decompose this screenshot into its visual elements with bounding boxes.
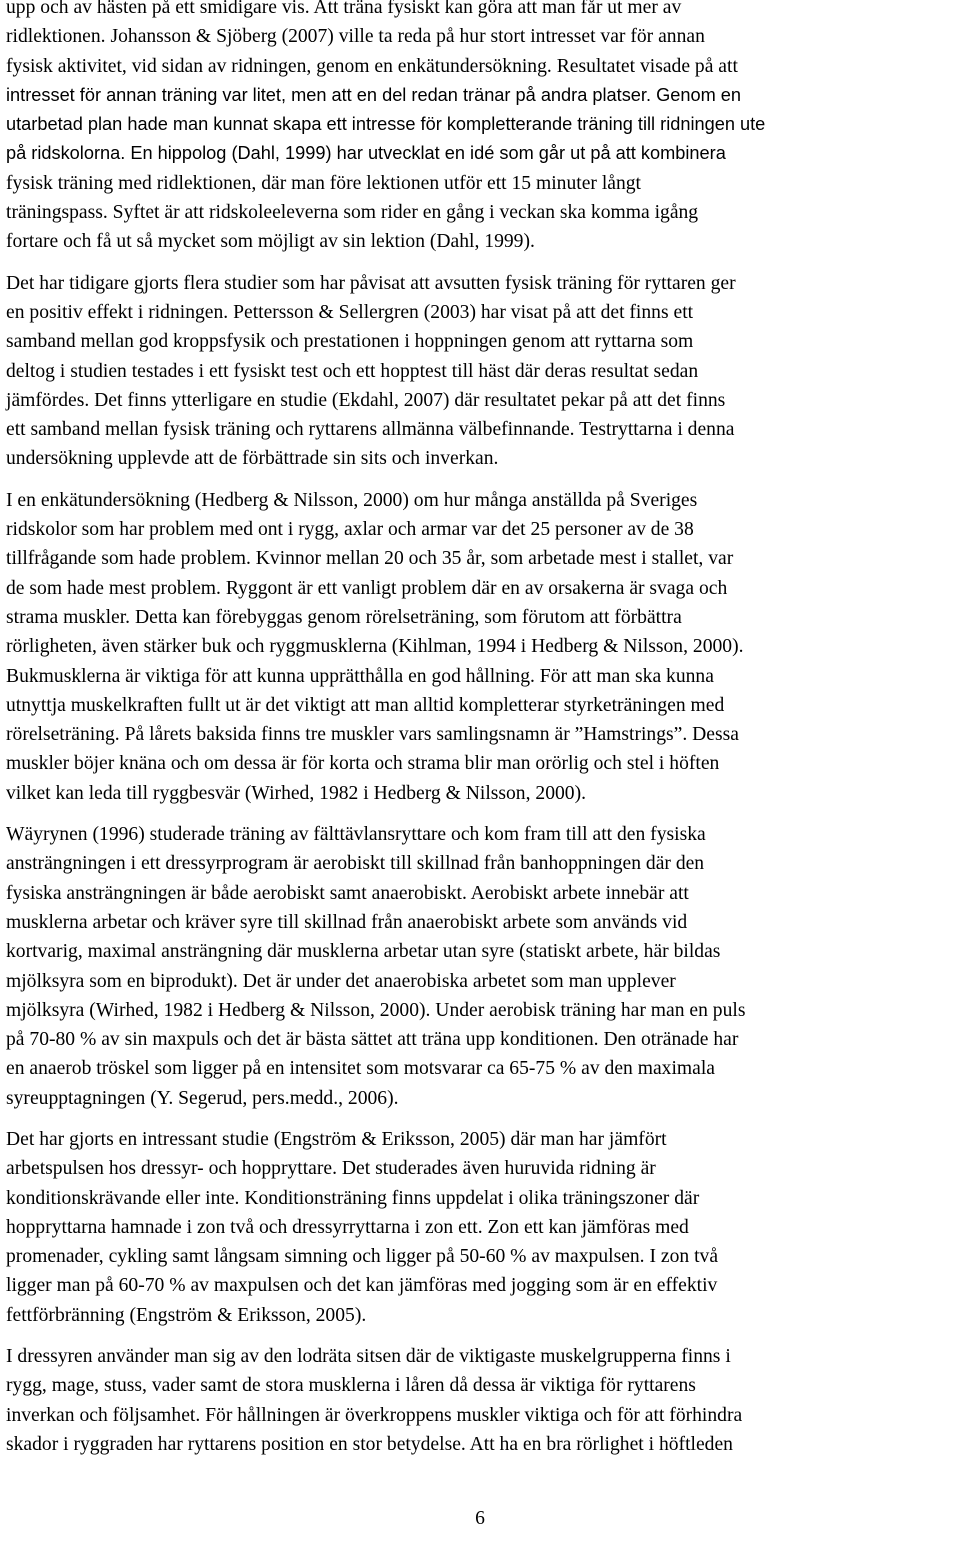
line-2-2: en positiv effekt i ridningen. Pettersson & Sellergren (2003) har visat på att det finns ett — [6, 301, 694, 323]
line-1-4: intresset för annan träning var litet, men att en del redan tränar på andra platser. Genom en — [6, 84, 742, 105]
line-3-8: utnyttja muskelkraften fullt ut är det viktigt att man alltid kompletterar styrketräningen med — [6, 694, 725, 716]
page-number: 6 — [475, 1508, 485, 1529]
line-4-8: på 70-80 % av sin maxpuls och det är bästa sättet att träna upp konditionen. Den otränade har — [6, 1029, 739, 1051]
line-2-1: Det har tidigare gjorts flera studier som har påvisat att avsutten fysisk träning för ryttaren ger — [6, 272, 736, 294]
line-1-5: utarbetad plan hade man kunnat skapa ett intresse för kompletterande träning till ridningen ute — [6, 114, 766, 135]
line-3-4: de som hade mest problem. Ryggont är ett vanligt problem där en av orsakerna är svaga och — [6, 577, 728, 599]
line-5-4: hoppryttarna hamnade i zon två och dressyrryttarna i zon ett. Zon ett kan jämföras med — [6, 1216, 689, 1238]
line-4-4: musklerna arbetar och kräver syre till skillnad från anaerobiskt arbete som används vid — [6, 911, 688, 933]
paragraph-3 — [6, 486, 952, 808]
line-1-8: träningspass. Syftet är att ridskoleeleverna som rider en gång i veckan ska komma igång — [6, 202, 699, 224]
line-4-10: syreupptagningen (Y. Segerud, pers.medd., 2006). — [6, 1087, 399, 1109]
line-1-7: fysisk träning med ridlektionen, där man före lektionen utför ett 15 minuter långt — [6, 172, 641, 194]
line-2-3: samband mellan god kroppsfysik och prestationen i hoppningen genom att ryttarna som — [6, 331, 694, 353]
paragraph-6 — [6, 1342, 952, 1459]
line-3-1: I en enkätundersökning (Hedberg & Nilsson, 2000) om hur många anställda på Sveriges — [6, 489, 698, 511]
body-text — [6, 0, 952, 1459]
line-1-3: fysisk aktivitet, vid sidan av ridningen, genom en enkätundersökning. Resultatet visade på att — [6, 55, 738, 77]
line-5-1: Det har gjorts en intressant studie (Engström & Eriksson, 2005) där man har jämfört — [6, 1128, 667, 1150]
line-4-7: mjölksyra (Wirhed, 1982 i Hedberg & Nilsson, 2000). Under aerobisk träning har man en puls — [6, 999, 746, 1021]
paragraph-4 — [6, 820, 952, 1113]
line-4-9: en anaerob tröskel som ligger på en intensitet som motsvarar ca 65-75 % av den maximala — [6, 1058, 715, 1080]
line-6-4: skador i ryggraden har ryttarens position en stor betydelse. Att ha en bra rörlighet i höftleden — [6, 1433, 733, 1455]
paragraph-1 — [6, 0, 952, 257]
line-1-1: upp och av hästen på ett smidigare vis. Att träna fysiskt kan göra att man får ut mer av — [6, 0, 682, 18]
line-4-3: fysiska ansträngningen är både aerobiskt samt anaerobiskt. Aerobiskt arbete innebär att — [6, 882, 689, 904]
line-3-5: strama muskler. Detta kan förebyggas genom rörelseträning, som förutom att förbättra — [6, 606, 682, 628]
line-3-11: vilket kan leda till ryggbesvär (Wirhed, 1982 i Hedberg & Nilsson, 2000). — [6, 782, 587, 804]
line-4-5: kortvarig, maximal ansträngning där musklerna arbetar utan syre (statiskt arbete, här bildas — [6, 941, 721, 963]
line-6-3: inverkan och följsamhet. För hållningen är överkroppens muskler viktiga och för att förhindra — [6, 1404, 743, 1426]
line-4-6: mjölksyra som en biprodukt). Det är under det anaerobiska arbetet som man upplever — [6, 970, 676, 992]
paragraph-5 — [6, 1125, 952, 1330]
line-5-5: promenader, cykling samt långsam simning och ligger på 50-60 % av maxpulsen. I zon två — [6, 1246, 719, 1268]
line-6-2: rygg, mage, stuss, vader samt de stora musklerna i låren då dessa är viktiga för ryttarens — [6, 1375, 696, 1397]
line-2-5: jämfördes. Det finns ytterligare en studie (Ekdahl, 2007) där resultatet pekar på att det finns — [6, 389, 726, 411]
line-2-6: ett samband mellan fysisk träning och ryttarens allmänna välbefinnande. Testryttarna i denna — [6, 419, 735, 441]
line-3-10: muskler böjer knäna och om dessa är för korta och strama blir man orörlig och stel i höften — [6, 753, 720, 775]
line-2-4: deltog i studien testades i ett fysiskt test och ett hopptest till häst där deras resultat sedan — [6, 360, 699, 382]
line-5-2: arbetspulsen hos dressyr- och hoppryttare. Det studerades även huruvida ridning är — [6, 1158, 656, 1180]
line-3-2: ridskolor som har problem med ont i rygg, axlar och armar var det 25 personer av de 38 — [6, 519, 694, 541]
line-4-2: ansträngningen i ett dressyrprogram är aerobiskt till skillnad från banhoppningen där den — [6, 853, 705, 875]
line-1-6: på ridskolorna. En hippolog (Dahl, 1999) har utvecklat en idé som går ut på att kombinera — [6, 143, 726, 164]
line-6-1: I dressyren använder man sig av den lodräta sitsen där de viktigaste muskelgrupperna finns i — [6, 1346, 731, 1368]
line-1-9: fortare och få ut så mycket som möjligt av sin lektion (Dahl, 1999). — [6, 231, 535, 253]
line-5-6: ligger man på 60-70 % av maxpulsen och det kan jämföras med jogging som är en effektiv — [6, 1275, 718, 1297]
line-3-3: tillfrågande som hade problem. Kvinnor mellan 20 och 35 år, som arbetade mest i stallet, var — [6, 548, 734, 570]
line-4-1: Wäyrynen (1996) studerade träning av fälttävlansryttare och kom fram till att den fysiska — [6, 824, 706, 846]
paragraph-2 — [6, 269, 952, 474]
line-5-3: konditionskrävande eller inte. Konditionsträning finns uppdelat i olika träningszoner där — [6, 1187, 700, 1209]
line-2-7: undersökning upplevde att de förbättrade sin sits och inverkan. — [6, 448, 499, 470]
line-5-7: fettförbränning (Engström & Eriksson, 2005). — [6, 1304, 367, 1326]
line-1-2: ridlektionen. Johansson & Sjöberg (2007) ville ta reda på hur stort intresset var för annan — [6, 26, 705, 48]
line-3-6: rörligheten, även stärker buk och ryggmusklerna (Kihlman, 1994 i Hedberg & Nilsson, 2000). — [6, 636, 744, 658]
line-3-9: rörelseträning. På lårets baksida finns tre muskler vars samlingsnamn är ”Hamstrings”. Dessa — [6, 724, 739, 746]
line-3-7: Bukmusklerna är viktiga för att kunna upprätthålla en god hållning. För att man ska kunna — [6, 665, 714, 687]
